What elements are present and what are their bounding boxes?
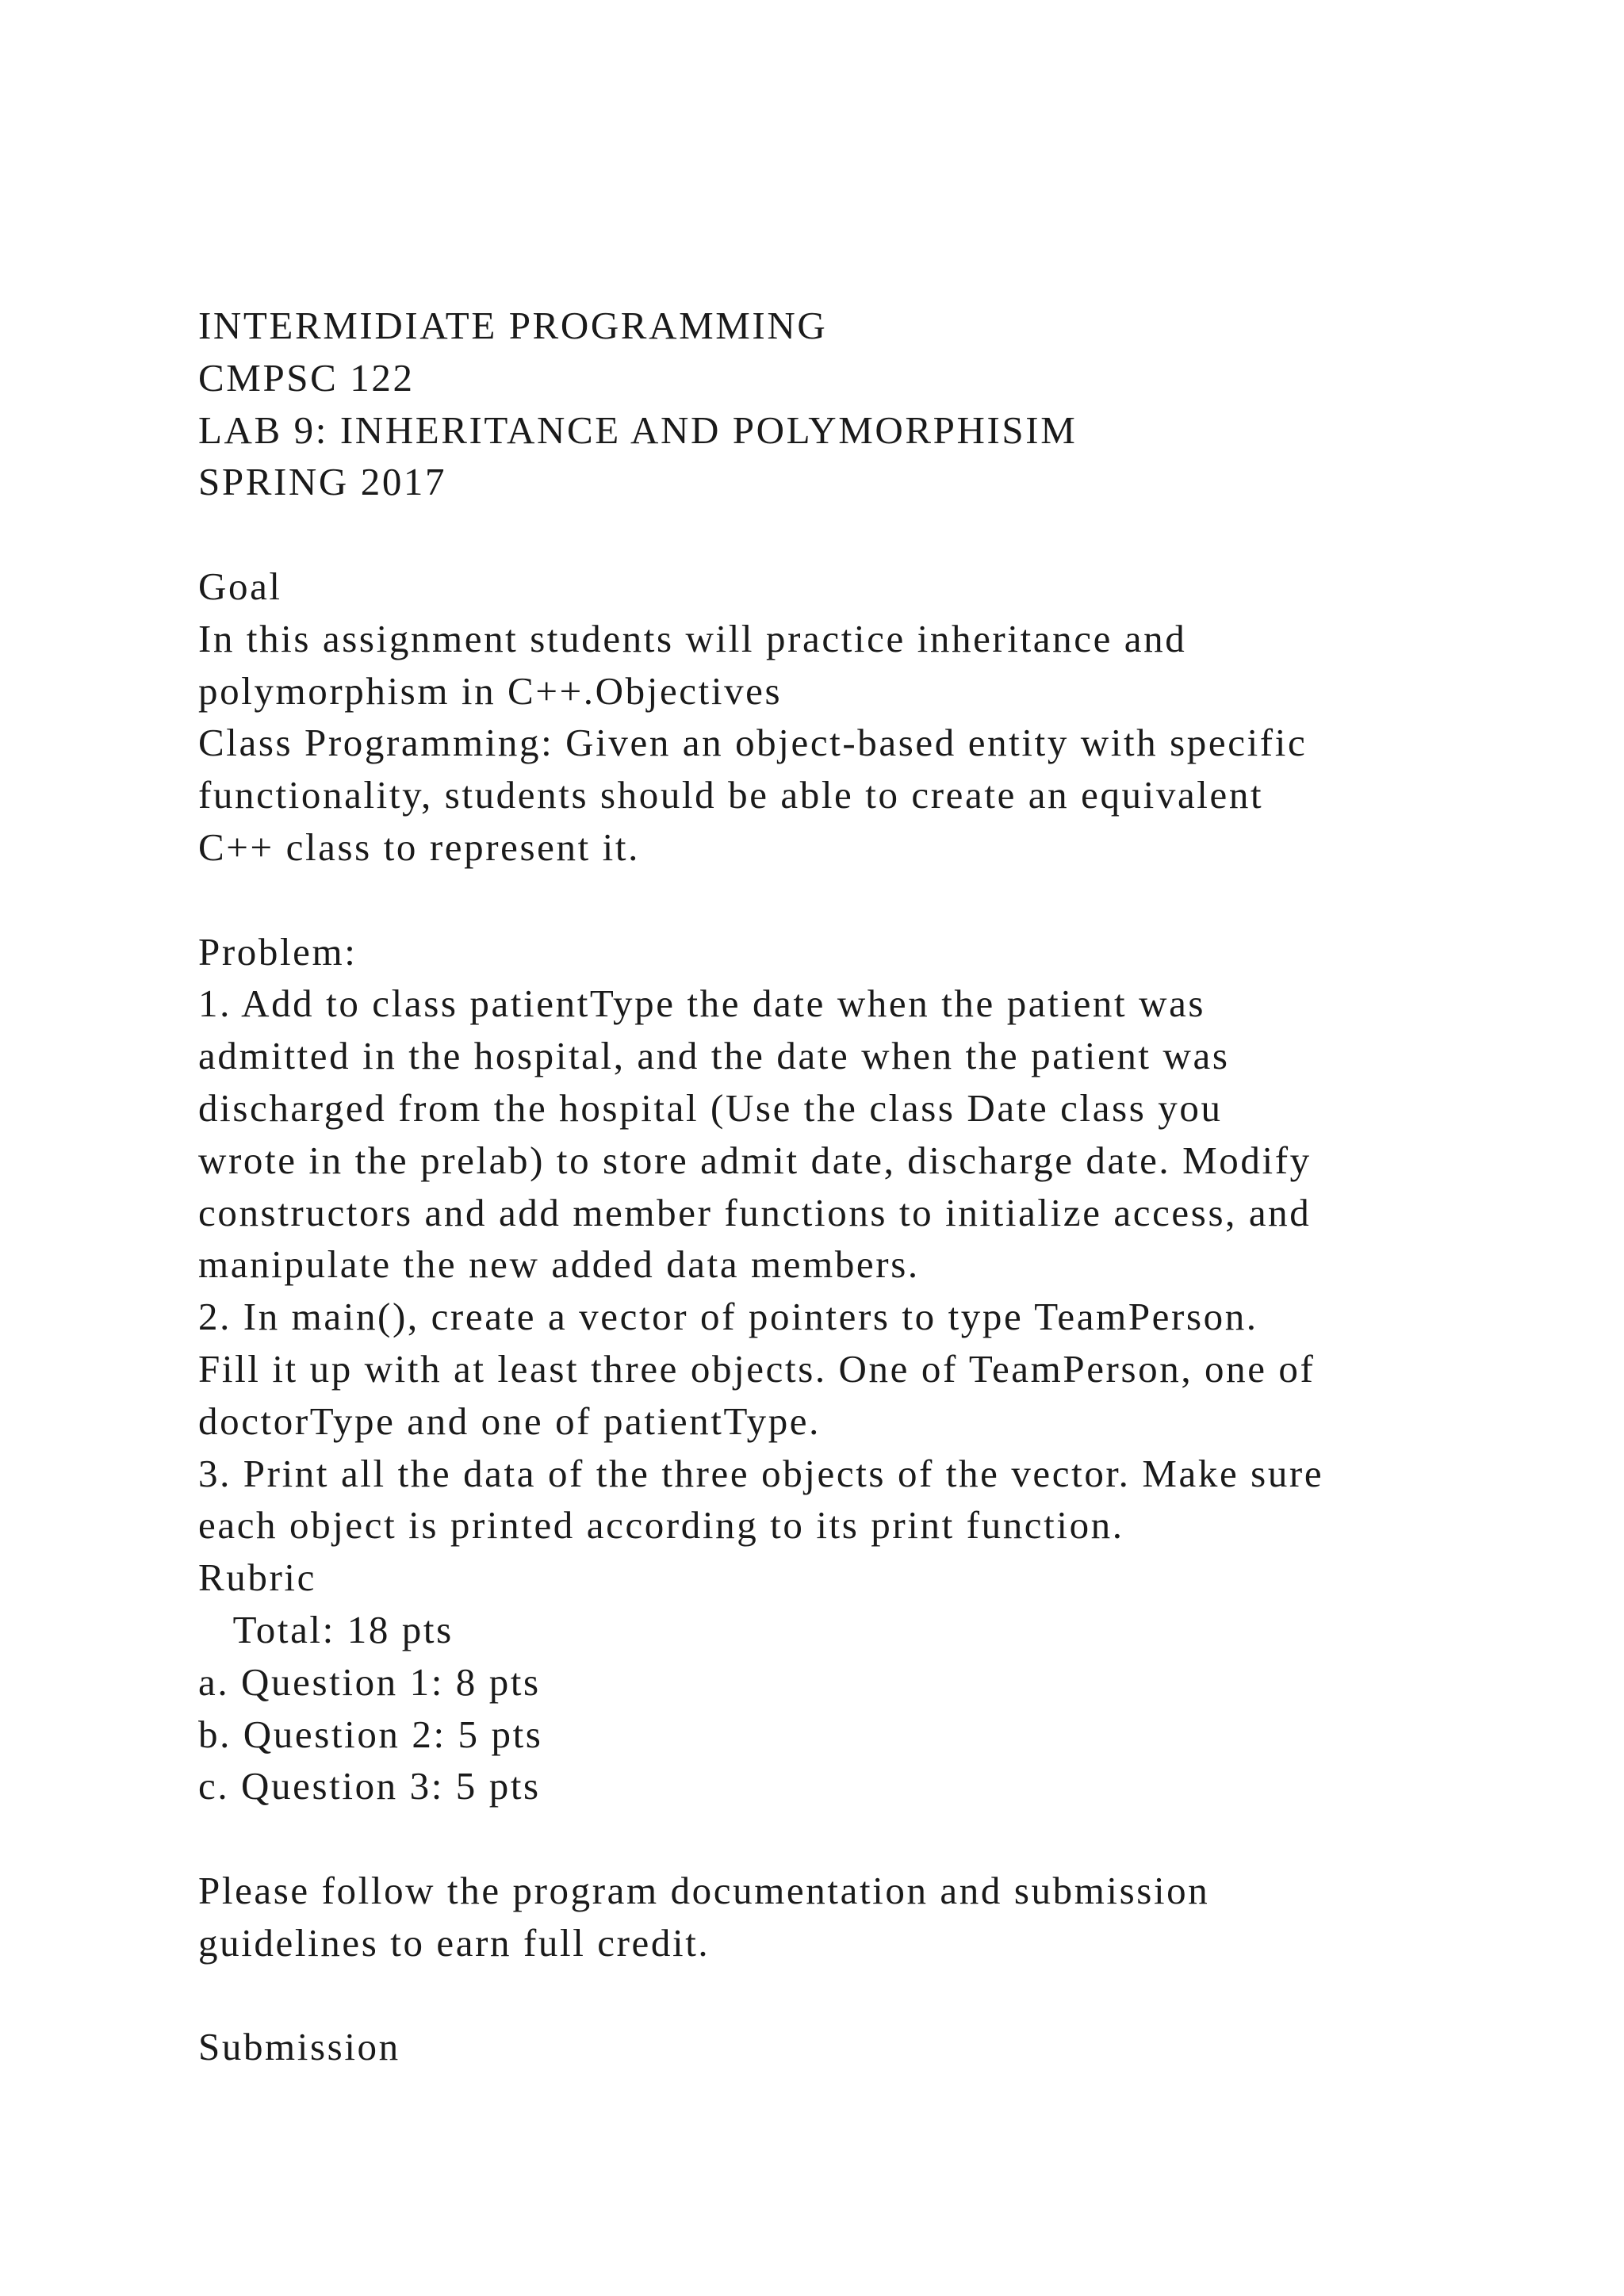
goal-text-line: In this assignment students will practice inheritance and [198, 616, 1187, 660]
objectives-text-line: Class Programming: Given an object-based entity with specific [198, 721, 1308, 765]
problem-text-line: doctorType and one of patientType. [198, 1399, 821, 1443]
rubric-heading: Rubric [198, 1556, 316, 1600]
course-code: CMPSC 122 [198, 355, 415, 400]
blank-line [198, 874, 1515, 926]
rubric-item: b. Question 2: 5 pts [198, 1712, 543, 1756]
problem-text-line: admitted in the hospital, and the date when the patient was [198, 1034, 1230, 1078]
semester: SPRING 2017 [198, 460, 447, 504]
problem-text-line: each object is printed according to its print function. [198, 1503, 1124, 1548]
problem-heading: Problem: [198, 929, 358, 974]
rubric-item: a. Question 1: 8 pts [198, 1659, 541, 1704]
problem-text-line: wrote in the prelab) to store admit date, discharge date. Modify [198, 1138, 1312, 1182]
goal-text-line: polymorphism in C++.Objectives [198, 668, 783, 713]
instructions-text-line: guidelines to earn full credit. [198, 1920, 710, 1965]
instructions-text-line: Please follow the program documentation and submission [198, 1868, 1210, 1912]
problem-text-line: 1. Add to class patientType the date when the patient was [198, 982, 1206, 1026]
problem-text-line: Fill it up with at least three objects. One of TeamPerson, one of [198, 1346, 1316, 1391]
objectives-text-line: functionality, students should be able to create an equivalent [198, 773, 1264, 817]
submission-heading: Submission [198, 2025, 400, 2069]
problem-text-line: discharged from the hospital (Use the class Date class you [198, 1085, 1223, 1130]
blank-line [198, 1969, 1515, 2022]
lab-title: LAB 9: INHERITANCE AND POLYMORPHISIM [198, 408, 1078, 452]
document-body [198, 300, 1515, 2073]
course-title: INTERMIDIATE PROGRAMMING [198, 304, 828, 347]
rubric-item: c. Question 3: 5 pts [198, 1764, 541, 1808]
problem-text-line: constructors and add member functions to initialize access, and [198, 1190, 1312, 1234]
rubric-total: Total: 18 pts [198, 1607, 454, 1651]
problem-text-line: 2. In main(), create a vector of pointers to type TeamPerson. [198, 1295, 1258, 1339]
problem-text-line: manipulate the new added data members. [198, 1242, 920, 1287]
problem-text-line: 3. Print all the data of the three objects of the vector. Make sure [198, 1451, 1324, 1495]
objectives-text-line: C++ class to represent it. [198, 825, 640, 869]
blank-line [198, 1812, 1515, 1865]
goal-heading: Goal [198, 564, 282, 608]
blank-line [198, 508, 1515, 561]
